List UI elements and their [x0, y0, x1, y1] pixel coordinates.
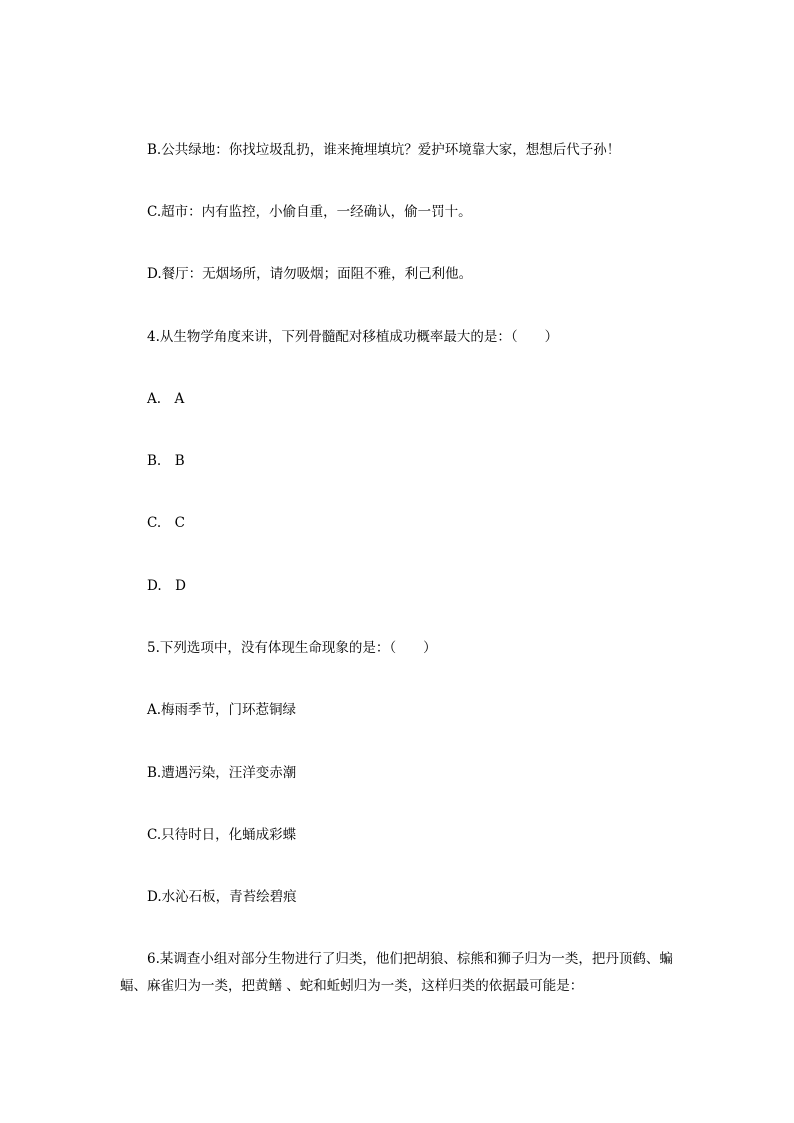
q3-option-c: C.超市：内有监控，小偷自重，一经确认，偷一罚十。 — [147, 204, 472, 220]
q4-option-b: B. B — [147, 453, 185, 469]
q5-option-a: A.梅雨季节，门环惹铜绿 — [147, 702, 297, 718]
q5-option-d: D.水沁石板，青苔绘碧痕 — [147, 889, 297, 905]
q3-option-b: B.公共绿地：你找垃圾乱扔，谁来掩埋填坑？爱护环境靠大家，想想后代子孙！ — [147, 142, 621, 158]
q4-stem: 4.从生物学角度来讲，下列骨髓配对移植成功概率最大的是：（ ） — [147, 329, 559, 345]
q4-option-c: C. C — [147, 515, 185, 531]
q3-option-d: D.餐厅：无烟场所，请勿吸烟；面阻不雅，利己利他。 — [147, 266, 473, 282]
q4-option-a: A. A — [147, 391, 185, 407]
q5-option-c: C.只待时日，化蛹成彩蝶 — [147, 827, 297, 843]
q4-option-d: D. D — [147, 578, 186, 594]
q5-stem: 5.下列选项中，没有体现生命现象的是：（ ） — [147, 640, 437, 656]
q6-stem: 6.某调查小组对部分生物进行了归类，他们把胡狼、棕熊和狮子归为一类，把丹顶鹤、蝙蝠、麻雀归为一类，把黄鳝 、蛇和蚯蚓归为一类，这样归类的依据最可能是： — [120, 951, 673, 994]
q5-option-b: B.遭遇污染，汪洋变赤潮 — [147, 765, 297, 781]
